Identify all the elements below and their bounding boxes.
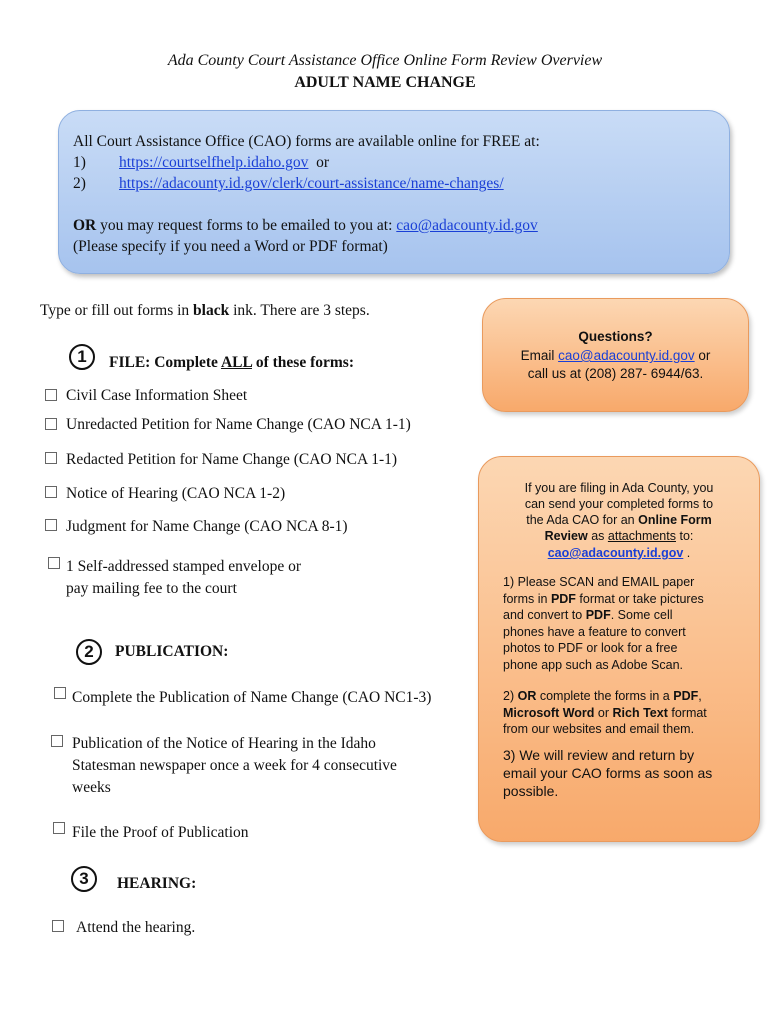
checkbox[interactable] [45,389,57,401]
side-text: , [698,689,702,703]
side-intro-line [479,512,759,528]
side-line: possible. [503,783,559,799]
side-line: from our websites and email them. [503,722,695,736]
side-text: . [686,546,691,560]
side-text: as [591,529,605,543]
checkbox[interactable] [53,822,65,834]
side-email-link[interactable]: cao@adacounty.id.gov [547,546,684,560]
checkbox[interactable] [45,418,57,430]
publication-item: Complete the Publication of Name Change (CAO NC1-3) [72,689,432,706]
form-item: Civil Case Information Sheet [66,387,248,404]
side-paragraph-1 [503,574,741,673]
side-line: phone app such as Adobe Scan. [503,657,684,672]
side-bold: PDF [673,689,699,703]
format-note: (Please specify if you need a Word or PDF format) [73,238,388,255]
intro-text [40,302,370,320]
online-review-box [478,456,760,842]
step-2-icon: 2 [76,639,102,665]
side-underlined: attachments [607,529,676,543]
form-item: Unredacted Petition for Name Change (CAO NCA 1-1) [66,416,411,433]
side-text: to: [679,529,694,543]
questions-email-link[interactable]: cao@adacounty.id.gov [558,348,695,363]
side-text: format or take pictures [579,591,704,606]
intro-bold: black [193,302,230,319]
side-text: the Ada CAO for an [526,513,635,527]
side-line: photos to PDF or look for a free [503,641,678,655]
side-text: forms in [503,591,548,606]
step-1-heading-suffix: of these forms: [255,354,354,371]
side-text: complete the forms in a [539,689,670,703]
envelope-item [66,556,301,600]
side-email-line [479,545,759,561]
checkbox[interactable] [51,735,63,747]
courtselfhelp-link[interactable]: https://courtselfhelp.idaho.gov [119,154,309,171]
questions-box [482,298,749,412]
side-text: 2) [503,689,515,703]
questions-title: Questions? [578,329,653,344]
checkbox[interactable] [45,519,57,531]
side-bold: PDF [585,608,611,622]
email-prefix: Email [520,348,555,363]
side-text: or [597,705,610,720]
side-line [503,591,741,608]
publication-notice-item [72,733,397,799]
side-intro-line: can send your completed forms to [524,497,714,511]
email-request-text: you may request forms to be emailed to you at: [100,217,393,234]
side-paragraph-2 [503,688,741,738]
step-1-heading [109,354,354,372]
side-line [503,688,741,705]
side-text: and convert to [503,608,583,622]
info-link-row-1 [73,154,329,172]
publication-line-3: weeks [72,779,111,796]
list-number: 1) [73,154,86,171]
form-item: Redacted Petition for Name Change (CAO NCA 1-1) [66,451,398,468]
page-subtitle: ADULT NAME CHANGE [294,74,476,91]
hearing-item: Attend the hearing. [76,919,196,936]
info-line: All Court Assistance Office (CAO) forms are available online for FREE at: [73,133,540,150]
or-text: or [316,154,330,171]
intro-prefix: Type or fill out forms in [40,302,190,319]
side-paragraph-3 [503,746,741,800]
proof-item: File the Proof of Publication [72,824,249,841]
side-line [503,607,741,624]
side-text: . Some cell [610,608,673,622]
side-bold: Online Form [638,513,712,527]
questions-email-line [483,348,748,363]
publication-line-1: Publication of the Notice of Hearing in the Idaho [72,735,376,752]
checkbox[interactable] [54,687,66,699]
questions-phone: call us at (208) 287- 6944/63. [527,366,704,381]
cao-email-link[interactable]: cao@adacounty.id.gov [396,217,538,234]
envelope-line-2: pay mailing fee to the court [66,580,237,597]
side-line: 1) Please SCAN and EMAIL paper [503,575,695,589]
adacounty-name-change-link[interactable]: https://adacounty.id.gov/clerk/court-assistance/name-changes/ [119,175,504,192]
checkbox[interactable] [48,557,60,569]
side-line [503,705,741,722]
checkbox[interactable] [52,920,64,932]
info-link-row-2 [73,175,504,193]
step-3-heading: HEARING: [117,875,197,892]
checkbox[interactable] [45,452,57,464]
list-number: 2) [73,175,86,192]
publication-line-2: Statesman newspaper once a week for 4 consecutive [72,757,397,774]
side-line: email your CAO forms as soon as [503,765,713,781]
step-2-heading: PUBLICATION: [115,643,229,660]
side-text: format [671,705,707,720]
envelope-line-1: 1 Self-addressed stamped envelope or [66,558,302,575]
side-bold: Review [544,529,588,543]
email-request-line [73,217,538,235]
step-1-icon: 1 [69,344,95,370]
side-bold: Rich Text [612,705,668,720]
email-suffix: or [698,348,711,363]
step-3-icon: 3 [71,866,97,892]
or-label: OR [73,217,97,234]
form-item: Notice of Hearing (CAO NCA 1-2) [66,485,286,502]
side-bold: Microsoft Word [503,705,595,720]
side-bold: PDF [550,591,576,606]
side-bold: OR [517,689,537,703]
side-intro-line [479,528,759,544]
step-1-heading-all: ALL [220,354,252,371]
side-line: phones have a feature to convert [503,624,686,639]
side-intro-line: If you are filing in Ada County, you [524,481,714,495]
intro-suffix: ink. There are 3 steps. [233,302,370,319]
side-line: 3) We will review and return by [503,747,695,763]
page-title: Ada County Court Assistance Office Online Form Review Overview [167,52,603,69]
form-item: Judgment for Name Change (CAO NCA 8-1) [66,518,348,535]
step-1-heading-prefix: FILE: Complete [109,354,218,371]
info-box [58,110,730,274]
checkbox[interactable] [45,486,57,498]
